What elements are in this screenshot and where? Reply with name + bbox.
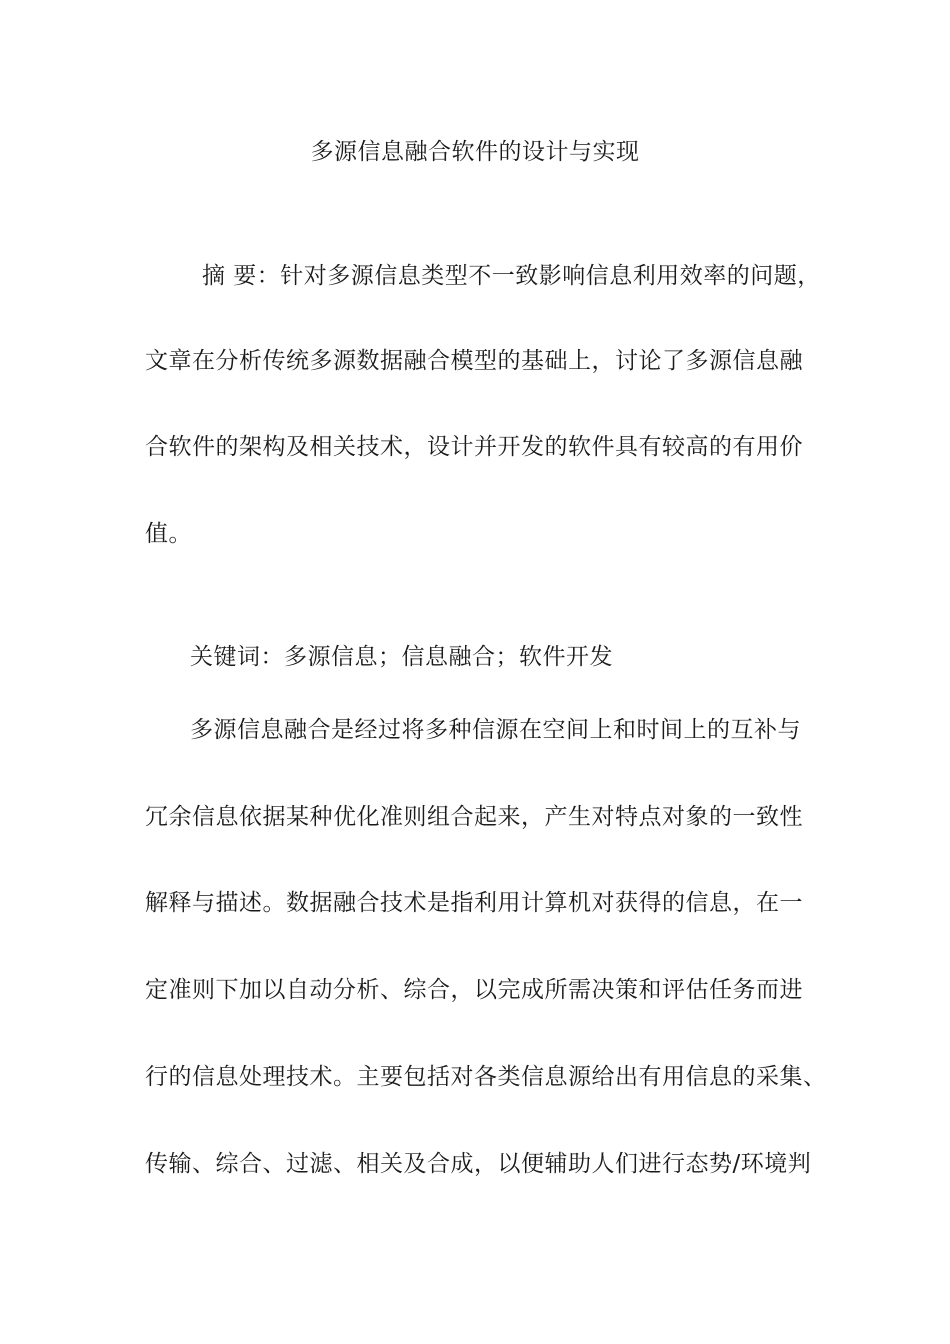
body-line-4: 定准则下加以自动分析、综合，以完成所需决策和评估任务而进 — [145, 977, 803, 1003]
body-line-5: 行的信息处理技术。主要包括对各类信息源给出有用信息的采集、 — [145, 1064, 827, 1090]
abstract-line-3: 合软件的架构及相关技术，设计并开发的软件具有较高的有用价 — [145, 434, 803, 460]
abstract-line-1: 摘 要：针对多源信息类型不一致影响信息利用效率的问题， — [202, 263, 821, 289]
abstract-line-2: 文章在分析传统多源数据融合模型的基础上，讨论了多源信息融 — [145, 348, 803, 374]
body-line-3: 解释与描述。数据融合技术是指利用计算机对获得的信息，在一 — [145, 890, 803, 916]
body-line-6: 传输、综合、过滤、相关及合成，以便辅助人们进行态势/环境判 — [145, 1151, 812, 1177]
body-line-1: 多源信息融合是经过将多种信源在空间上和时间上的互补与 — [190, 717, 801, 743]
document-title: 多源信息融合软件的设计与实现 — [310, 139, 640, 165]
keywords-line: 关键词：多源信息；信息融合；软件开发 — [190, 644, 613, 670]
body-line-2: 冗余信息依据某种优化准则组合起来，产生对特点对象的一致性 — [145, 804, 803, 830]
abstract-line-4: 值。 — [145, 521, 192, 547]
